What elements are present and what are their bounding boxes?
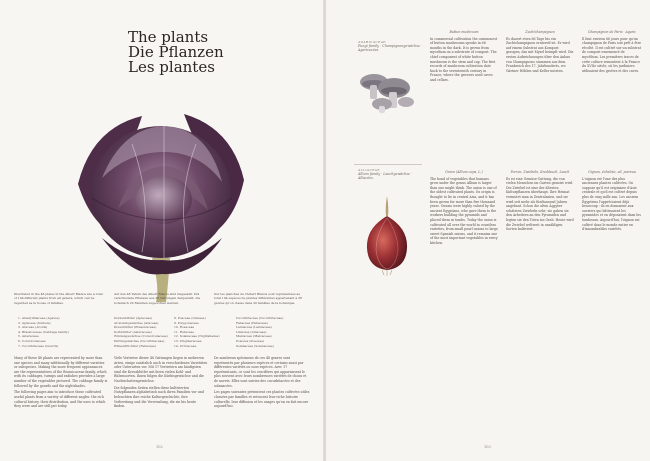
onion-text-en xyxy=(430,170,498,438)
body-en xyxy=(14,356,108,436)
page-number-right: 103 xyxy=(484,445,491,449)
paragraph: The bond of vegetables that humans grow under the genus Allium is larger than one might think. The onion is one of the oldest cultivated plants. Its origin is thought to lie in central Asia, and it has been grown for more than five thousand years. Onions were highly valued by the ancient Egyptians, who gave them to the workers building the pyramids and placed them in tombs. Today the onion is cultivated all over the world in countless varieties, from small pearl onions to large sweet Spanish onions, and it remains one of the most important vegetables in every kitchen. xyxy=(430,176,498,245)
mushroom-text-fr xyxy=(582,30,642,160)
intro-fr: Sur les planches de l'Albert Blanca sont représentées au total 104 espèces de plantes différentes appartenant à 38 genres qu'on classe dans 20 familles de la botanique. xyxy=(214,292,302,305)
list-item: Lamiacées (Lamiaceae) xyxy=(236,325,272,330)
section-divider xyxy=(354,164,422,165)
mushroom-illustration xyxy=(354,68,418,114)
paragraph: Il faut environ 66 jours pour qu'un champignon de Paris soit prêt à être récolté. Il est cultivé sur un substrat de compost ensemencé de mycélium. Les premières traces de cette culture remontent à la France du XVIIe siècle, où les jardiniers utilisaient des grottes et des caves. xyxy=(582,36,642,73)
title-de: Die Pflanzen xyxy=(128,43,224,61)
paragraph: De nombreux spécimens de ces 48 genres sont représentés par plusieurs espèces et certains aussi par différentes variétés ou sous-espèces. Avec 17 représentants, ce sont les crucifères qui apparaissent le plus souvent avec leurs nombreuses variétés de choux et de navets. Elles sont suivies des cucurbitacées et des solanacées. xyxy=(214,356,307,388)
page-number-left: 102 xyxy=(156,445,163,449)
list-item: 1. Amaryllidaceae (Agaves) xyxy=(18,316,60,320)
list-item: 10. Rosaceae xyxy=(174,325,195,330)
paragraph: The following pages aim to introduce these cultivated useful plants from a variety of different angles: the rich cultural history, their distribution, and the uses to which they were and are still put today. xyxy=(14,390,106,409)
list-item: 9. Polygonaceae xyxy=(174,320,199,325)
paragraph: Les pages suivantes présentent ces plantes cultivées utiles classées par familles et retracent leur riche histoire culturelle, leur diffusion et les usages qu'on en fait encore aujourd'hui. xyxy=(214,390,310,409)
list-item: 3. Araceae (Aroids) xyxy=(18,325,48,330)
list-item: 4. Brassicaceae (Cabbage family) xyxy=(18,329,69,334)
family-list-de xyxy=(114,316,168,348)
list-item: Solanacées (Solanaceae) xyxy=(236,343,274,348)
list-item: Fabacées (Fabaceae) xyxy=(236,320,268,325)
paragraph: In commercial cultivation the commonest of button mushrooms speaks in 66 months in the dark. It is grown from mycelium on a substrate of compost. The chief component of white button mushroom is the stem and cap. The first records of mushroom cultivation date back to the seventeenth century in France, where the growers used caves and cellars. xyxy=(430,36,498,82)
section-heading: Zuchtchampignon xyxy=(525,30,555,34)
section-heading: Porree, Zwiebeln, Knoblauch, Lauch xyxy=(510,170,570,174)
paragraph: Es dauert etwa 66 Tage bis ein Zuchtchampignon erntereif ist. Er wird auf einem Substrat aus Kompost gezogen, das mit Myzel beimpft wird. Die ersten Aufzeichnungen über den Anbau von Champignons stammen aus dem Frankreich des 17. Jahrhunderts, wo Gärtner Höhlen und Keller nutzten. xyxy=(506,36,574,73)
family-list-extra xyxy=(174,316,220,348)
title-en: The plants xyxy=(128,28,209,46)
paragraph: Es ist eine Gemüse-Gattung, die von vielen Menschen im Garten genutzt wird. Die Zwiebel ist eine der ältesten Kulturpflanzen überhaupt. Ihre Heimat vermutet man in Zentralasien, und sie wird seit mehr als fünftausend Jahren angebaut. Schon die alten Ägypter schätzten Zwiebeln sehr; sie gaben sie den Arbeitern an den Pyramiden und legten sie den Toten ins Grab. Heute wird die Zwiebel weltweit in unzähligen Sorten kultiviert. xyxy=(506,176,574,232)
family-name: AGARICACEAE xyxy=(358,40,386,44)
onion-illustration xyxy=(362,194,412,276)
list-item: 6. Convolvulaceae xyxy=(18,338,46,343)
section-heading: Button mushroom xyxy=(449,30,479,34)
list-item: 8. Poaceae (Grasses) xyxy=(174,316,206,320)
list-item: Kreuzblütler (Brassicaceae) xyxy=(114,325,157,330)
intro-de: Auf den 48 Tafeln des Albert Blanca sind insgesamt 104 verschiedene Pflanzen aus 38 Gattungen dargestellt, die botanisch 20 Familien zugeordnet werden. xyxy=(114,292,201,305)
family-common-names: Fungi family · Champignongewächse · Agaricacées xyxy=(358,44,422,53)
paragraph: Viele Vertreter dieser 48 Gattungen liegen in mehreren Arten, einige zusätzlich auch in verschiedenen Varietäten oder Unterarten vor. Mit 17 Vertretern am häufigsten sind die Kreuzblütler mit ihren vielen Kohl- und Rübensorten. Ihnen folgen die Kürbisgewächse und die Nachtschattengewächse. xyxy=(114,356,208,383)
list-item: Poacées (Poaceae) xyxy=(236,338,265,343)
list-item: Liliacées (Liliaceae) xyxy=(236,329,267,334)
paragraph: Die folgenden Seiten stellen diese kultivierten Nutzpflanzen alphabetisch nach ihren Familien vor und beleuchten ihre reiche Kulturgeschichte, ihre Verbreitung und die Verwendung, die sie bis heute finden. xyxy=(114,385,204,409)
mushroom-text-de xyxy=(506,30,574,160)
list-item: 7. Cucurbitaceae (Gourds) xyxy=(18,343,59,348)
onion-text-fr xyxy=(582,170,642,438)
list-item: Kürbisgewächse (Cucurbitaceae) xyxy=(114,338,165,343)
section-heading: Onion (Allium cepa, L.) xyxy=(445,170,483,174)
list-item: Korbblütler (Asteraceae) xyxy=(114,329,152,334)
list-item: Hülsenfrüchtler (Fabaceae) xyxy=(114,343,156,348)
page-title xyxy=(128,30,224,75)
onion-text-de xyxy=(506,170,574,438)
family-label-agaricaceae xyxy=(358,40,428,53)
list-item: Windengewächse (Convolvulaceae) xyxy=(114,334,168,339)
list-item: Cucurbitacées (Cucurbitaceae) xyxy=(236,316,284,320)
list-item: Malvacées (Malvaceae) xyxy=(236,334,272,339)
intro-en: Illustrated in the 48 plates in the Albert Blanca are a total of 104 different plants from all genera, which can be regarded as in house of families. xyxy=(14,292,103,305)
body-fr xyxy=(214,356,310,436)
list-item: Aronstabgewächse (Araceae) xyxy=(114,320,159,325)
family-list-fr xyxy=(236,316,283,348)
family-name: ALLIACEAE xyxy=(358,168,380,172)
body-de xyxy=(114,356,208,436)
list-item: 13. Zingiberaceae xyxy=(174,338,202,343)
family-list-en xyxy=(18,316,69,348)
right-page xyxy=(326,0,650,461)
list-item: 12. Solanaceae (Nightshades) xyxy=(174,334,220,339)
red-cabbage-illustration xyxy=(72,88,250,306)
section-heading: Champignon de Paris · Agaric xyxy=(587,30,637,34)
title-fr: Les plantes xyxy=(128,58,215,76)
list-item: 2. Apiaceae (Umbels) xyxy=(18,320,51,325)
family-common-names: Allium family · Lauchgewächse · Alliacées xyxy=(358,172,413,181)
family-label-alliaceae xyxy=(358,168,428,181)
list-item: 5. Asteraceae xyxy=(18,334,39,339)
paragraph: Many of these 48 plants are represented by more than one species and many additionally by different varieties or subspecies. Making the more frequent appearances are the representatives of the Brassicaceae family, which with its cabbages, turnips and radishes provides a large number of the vegetables pictured. The cabbage family is followed by the gourds and the nightshades. xyxy=(14,356,108,388)
section-heading: Oignon, échalote, ail, poireau xyxy=(588,170,636,174)
list-item: 14. Urticaceae xyxy=(174,343,197,348)
list-item: 11. Rutaceae xyxy=(174,329,194,334)
left-page xyxy=(0,0,324,461)
paragraph: L'oignon est l'une des plus anciennes plantes cultivées. On suppose qu'il est originaire d'Asie centrale et qu'il est cultivé depuis plus de cinq mille ans. Les anciens Égyptiens l'appréciaient déjà beaucoup : ils en donnaient aux ouvriers qui bâtissaient les pyramides et en déposaient dans les tombeaux. Aujourd'hui, l'oignon est cultivé dans le monde entier en d'innombrables variétés. xyxy=(582,176,641,232)
mushroom-text-en xyxy=(430,30,498,160)
list-item: Doldenblütler (Apiaceae) xyxy=(114,316,153,320)
